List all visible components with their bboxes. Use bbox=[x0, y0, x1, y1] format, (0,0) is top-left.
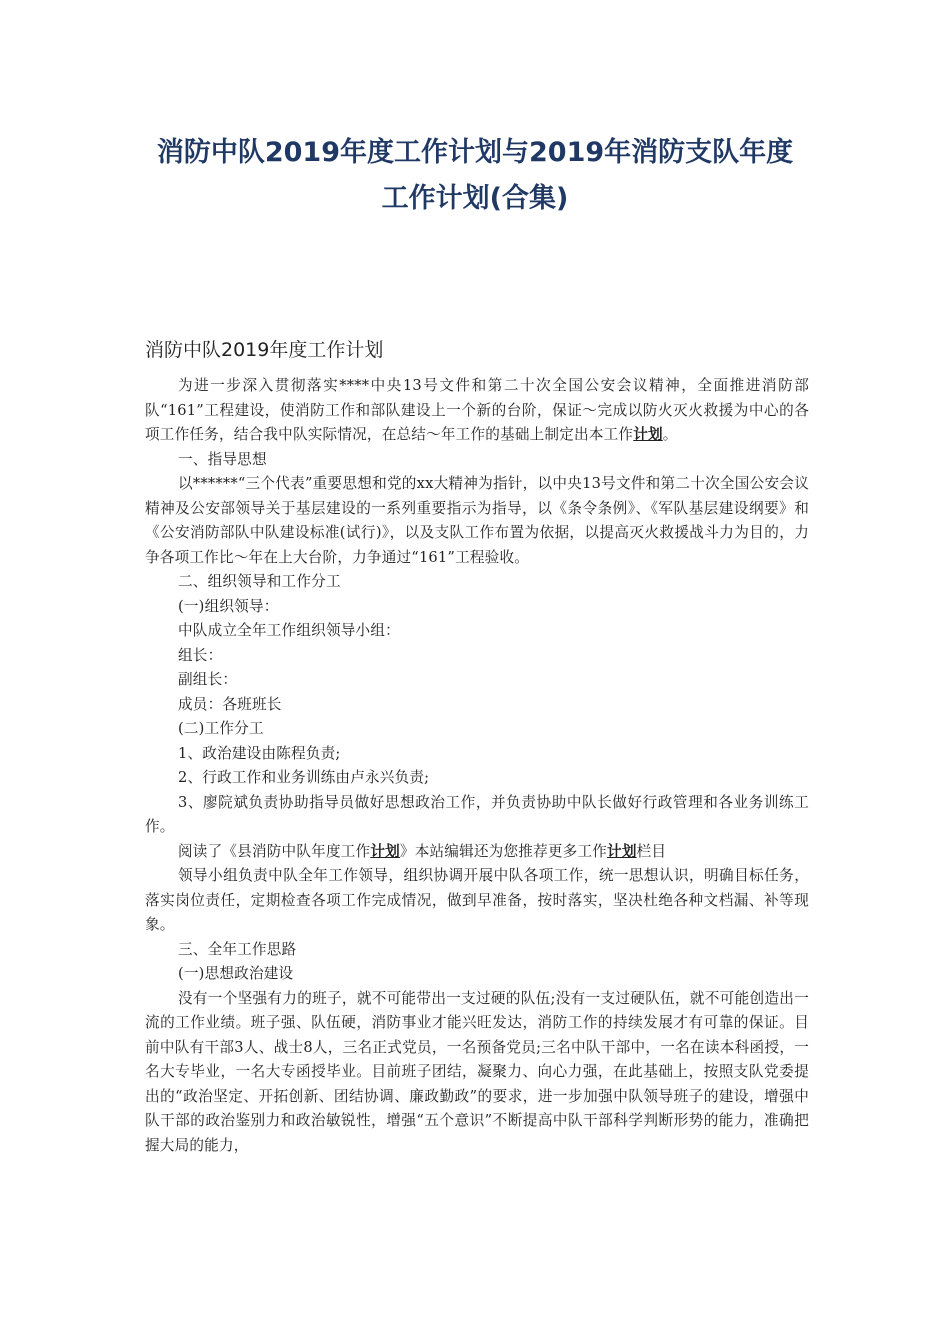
paragraph: (二)工作分工 bbox=[178, 720, 264, 737]
paragraph: 一、指导思想 bbox=[178, 450, 267, 468]
paragraph-text: 》本站编辑还为您推荐更多工作 bbox=[399, 842, 608, 860]
paragraph-text: 。 bbox=[662, 426, 678, 443]
paragraph: 三、全年工作思路 bbox=[178, 940, 297, 958]
paragraph: 3、廖院斌负责协助指导员做好思想政治工作，并负责协助中队长做好行政管理和各业务训练工作。 bbox=[145, 793, 809, 835]
paragraph: 组长： bbox=[178, 646, 223, 664]
paragraph: 中队成立全年工作组织领导小组： bbox=[178, 622, 400, 639]
paragraph: 副组长： bbox=[178, 671, 238, 688]
plan-link[interactable]: 计划 bbox=[633, 426, 663, 443]
paragraph: (一)思想政治建设 bbox=[178, 965, 294, 982]
document-title-line-1: 消防中队2019年度工作计划与2019年消防支队年度 bbox=[156, 137, 794, 168]
paragraph bbox=[145, 840, 809, 865]
section-heading: 消防中队2019年度工作计划 bbox=[145, 339, 384, 361]
paragraph: 成员：各班班长 bbox=[178, 695, 282, 713]
plan-link[interactable]: 计划 bbox=[370, 842, 400, 860]
document-title bbox=[100, 130, 850, 222]
paragraph: 二、组织领导和工作分工 bbox=[178, 573, 341, 590]
paragraph: (一)组织领导： bbox=[178, 597, 279, 615]
paragraph-text: 栏目 bbox=[636, 842, 667, 860]
paragraph: 领导小组负责中队全年工作领导，组织协调开展中队各项工作，统一思想认识，明确目标任务，落实岗位责任，定期检查各项工作完成情况，做到早准备，按时落实，坚决杜绝各种文档漏、补等现象。 bbox=[145, 867, 809, 933]
paragraph: 没有一个坚强有力的班子，就不可能带出一支过硬的队伍;没有一支过硬队伍，就不可能创造出一流的工作业绩。班子强、队伍硬，消防事业才能兴旺发达，消防工作的持续发展才有可靠的保证。目前中队有干部3人、战士8人，三名正式党员，一名预备党员;三名中队干部中，一名在读本科函授，一名大专毕业，一名大专函授毕业。目前班子团结，凝聚力、向心力强，在此基础上，按照支队党委提出的“政治坚定、开拓创新、团结协调、廉政勤政”的要求，进一步加强中队领导班子的建设，增强中队干部的政治鉴别力和政治敏锐性，增强“五个意识”不断提高中队干部科学判断形势的能力，准确把握大局的能力， bbox=[145, 989, 809, 1154]
paragraph: 2、行政工作和业务训练由卢永兴负责; bbox=[178, 769, 430, 786]
document-title-line-2: 工作计划(合集) bbox=[381, 183, 569, 214]
paragraph-text: 阅读了《县消防中队年度工作 bbox=[178, 842, 371, 860]
paragraph: 以******“三个代表”重要思想和党的xx大精神为指针，以中央13号文件和第二十次全国公安会议精神及公安部领导关于基层建设的一系列重要指示为指导，以《条令条例》、《军队基层建设纲要》和《公安消防部队中队建设标准(试行)》，以及支队工作布置为依据，以提高灭火救援战斗力为目的，力争各项工作比～年在上大台阶，力争通过“161”工程验收。 bbox=[145, 475, 809, 566]
paragraph: 1、政治建设由陈程负责; bbox=[178, 744, 341, 762]
plan-link[interactable]: 计划 bbox=[607, 842, 637, 860]
paragraph-text: 为进一步深入贯彻落实****中央13号文件和第二十次全国公安会议精神，全面推进消防部队“161”工程建设，使消防工作和部队建设上一个新的台阶，保证～完成以防火灭火救援为中心的各项工作任务，结合我中队实际情况，在总结～年工作的基础上制定出本工作 bbox=[145, 377, 809, 443]
paragraph bbox=[145, 374, 809, 448]
document-body bbox=[145, 374, 809, 1158]
